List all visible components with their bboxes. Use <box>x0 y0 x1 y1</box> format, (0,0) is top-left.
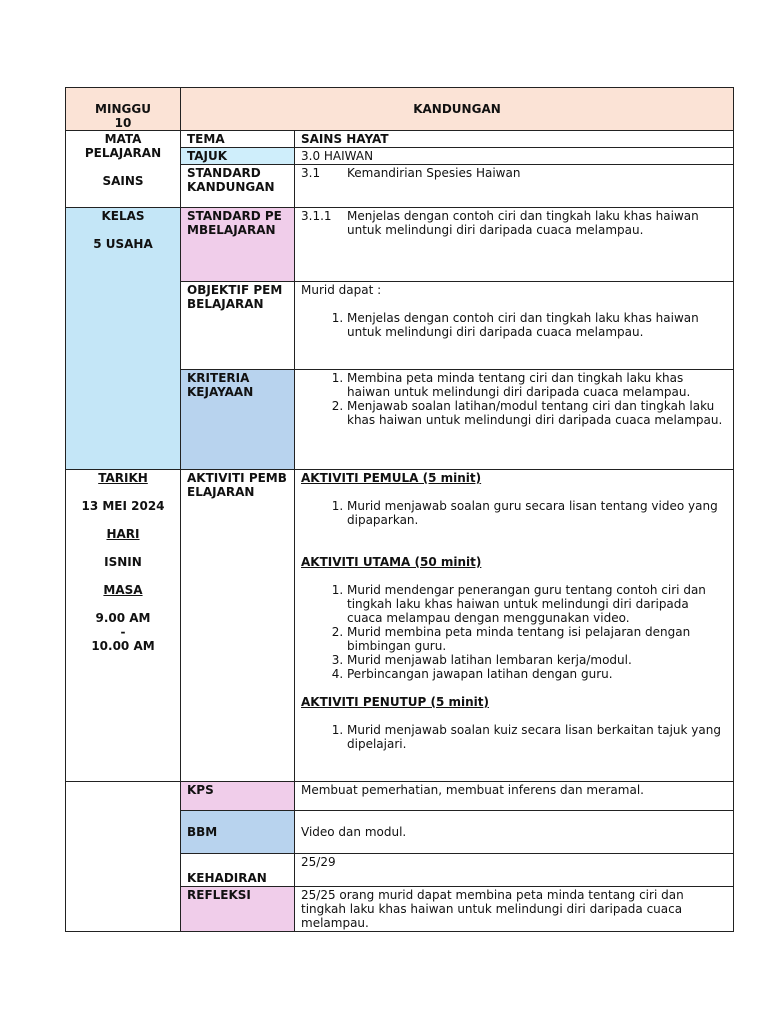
lesson-plan-table <box>65 87 734 932</box>
list-item: 3. Murid menjawab latihan lembaran kerja/modul. <box>347 653 727 667</box>
masa-end: 10.00 AM <box>91 639 155 653</box>
aktiviti-row <box>66 470 734 782</box>
subject-value: SAINS <box>102 174 144 188</box>
tajuk-label: TAJUK <box>181 148 295 165</box>
kandungan-header <box>181 88 734 131</box>
hari-value: ISNIN <box>104 555 142 569</box>
kehadiran-value: 25/29 <box>295 854 734 887</box>
hari-label: HARI <box>106 527 140 541</box>
kelas-value: 5 USAHA <box>93 237 153 251</box>
utama-title: AKTIVITI UTAMA (50 minit) <box>301 555 482 569</box>
list-item: 2. Menjawab soalan latihan/modul tentang ciri dan tingkah laku khas haiwan untuk melindungi diri daripada cuaca melampau. <box>347 399 727 427</box>
week-cell <box>66 88 181 131</box>
standard-pembelajaran-row <box>66 208 734 282</box>
schedule-cell <box>66 470 181 782</box>
header-row <box>66 88 734 131</box>
kps-value: Membuat pemerhatian, membuat inferens dan meramal. <box>295 782 734 811</box>
tema-row <box>66 131 734 148</box>
minggu-value: 10 <box>114 116 132 130</box>
objektif-label: OBJEKTIF PEMBELAJARAN <box>181 282 295 370</box>
list-item: 1. Menjelas dengan contoh ciri dan tingkah laku khas haiwan untuk melindungi diri daripada cuaca melampau. <box>347 311 727 339</box>
list-item: 1. Murid menjawab soalan kuiz secara lisan berkaitan tajuk yang dipelajari. <box>347 723 727 751</box>
refleksi-label: REFLEKSI <box>181 887 295 932</box>
aktiviti-cell <box>295 470 734 782</box>
masa-separator: - <box>120 625 126 639</box>
tema-value: SAINS HAYAT <box>295 131 734 148</box>
objektif-list <box>301 311 727 339</box>
bbm-label: BBM <box>181 811 295 854</box>
tema-label: TEMA <box>181 131 295 148</box>
penutup-list <box>301 723 727 751</box>
kriteria-label: KRITERIA KEJAYAAN <box>181 370 295 470</box>
subject-label: MATA PELAJARAN <box>84 132 162 160</box>
minggu-label: MINGGU <box>95 102 151 116</box>
standard-pembelajaran-cell <box>295 208 734 282</box>
pemula-title: AKTIVITI PEMULA (5 minit) <box>301 471 482 485</box>
penutup-title: AKTIVITI PENUTUP (5 minit) <box>301 695 490 709</box>
standard-kandungan-text: Kemandirian Spesies Haiwan <box>347 166 521 180</box>
tarikh-value: 13 MEI 2024 <box>81 499 165 513</box>
list-item: 2. Murid membina peta minda tentang isi pelajaran dengan bimbingan guru. <box>347 625 727 653</box>
list-item: 1. Murid menjawab soalan guru secara lisan tentang video yang dipaparkan. <box>347 499 727 527</box>
objektif-cell <box>295 282 734 370</box>
masa-start: 9.00 AM <box>95 611 151 625</box>
standard-kandungan-cell <box>295 165 734 208</box>
standard-pembelajaran-text: Menjelas dengan contoh ciri dan tingkah laku khas haiwan untuk melindungi diri daripada cuaca melampau. <box>347 209 699 237</box>
list-item: 1. Membina peta minda tentang ciri dan tingkah laku khas haiwan untuk melindungi diri daripada cuaca melampau. <box>347 371 727 399</box>
standard-kandungan-label: STANDARD KANDUNGAN <box>181 165 295 208</box>
kelas-label: KELAS <box>101 209 145 223</box>
kps-label: KPS <box>181 782 295 811</box>
kelas-cell <box>66 208 181 470</box>
tajuk-value: 3.0 HAIWAN <box>295 148 734 165</box>
kps-row <box>66 782 734 811</box>
kandungan-label: KANDUNGAN <box>413 102 501 116</box>
standard-pembelajaran-label: STANDARD PEMBELAJARAN <box>181 208 295 282</box>
list-item: 1. Murid mendengar penerangan guru tentang contoh ciri dan tingkah laku khas haiwan untuk melindungi diri daripada cuaca melampau dengan menggunakan video. <box>347 583 727 625</box>
pemula-list <box>301 499 727 527</box>
standard-pembelajaran-code: 3.1.1 <box>301 209 332 223</box>
kriteria-cell <box>295 370 734 470</box>
utama-list <box>301 583 727 681</box>
standard-kandungan-code: 3.1 <box>301 166 321 180</box>
refleksi-value: 25/25 orang murid dapat membina peta minda tentang ciri dan tingkah laku khas haiwan untuk melindungi diri daripada cuaca melampau. <box>295 887 734 932</box>
aktiviti-label: AKTIVITI PEMBELAJARAN <box>181 470 295 782</box>
objektif-intro: Murid dapat : <box>301 283 382 297</box>
masa-label: MASA <box>103 583 143 597</box>
bbm-value: Video dan modul. <box>295 811 734 854</box>
tarikh-label: TARIKH <box>98 471 148 485</box>
kriteria-list <box>301 371 727 427</box>
list-item: 4. Perbincangan jawapan latihan dengan guru. <box>347 667 727 681</box>
blank-cell <box>66 782 181 932</box>
kehadiran-label: KEHADIRAN <box>181 854 295 887</box>
subject-cell <box>66 131 181 208</box>
